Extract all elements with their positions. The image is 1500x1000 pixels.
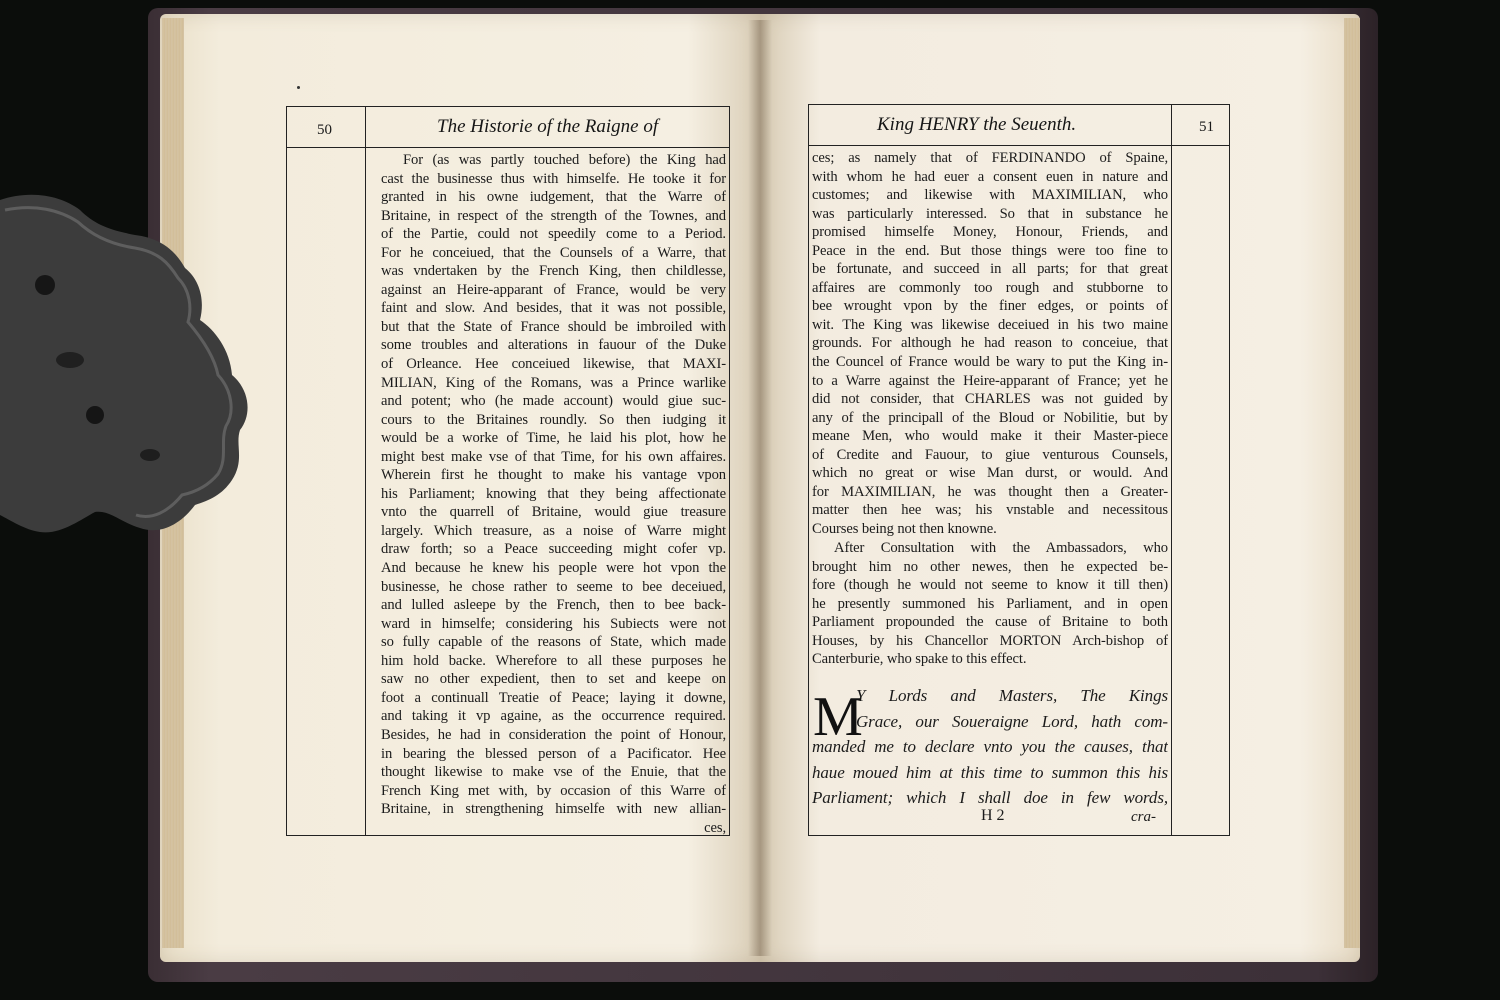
text-line: ces; as namely that of FERDINANDO of Spaine, [812,150,1168,166]
text-line: of the Partie, could not speedily come to a Period. [381,226,726,243]
right-paragraph-2 [812,539,1168,669]
book-gutter [748,20,772,956]
left-text-frame [286,106,730,836]
right-header-rule [809,145,1229,146]
text-line: Canterburie, who spake to this effect. [812,651,1027,668]
text-line: cours to the Britaines roundly. So then iudging it [381,411,726,428]
text-line: Parliament propounded the cause of Britaine to both [812,614,1168,631]
text-line: vnto the quarrell of Britaine, would giue treasure [381,504,726,521]
text-line: And because he knew his people were hot vpon the [381,560,726,577]
text-line: Britaine, in respect of the strength of the Townes, and [381,207,726,224]
text-line: and potent; who (he made account) would giue suc- [381,393,726,410]
text-line: but that the State of France should be imbroiled with [381,318,726,335]
text-line: draw forth; so a Peace succeeding might cofer vp. [381,541,726,558]
left-catchword: ces, [704,819,726,836]
text-line: For (as was partly touched before) the King had [403,152,726,168]
text-line: businesse, he chose rather to seeme to bee deceiued, [381,578,726,595]
text-line: Courses being not then knowne. [812,520,997,537]
speech-dropcap: M [813,686,863,748]
text-line: and taking it vp againe, as the occurrence required. [381,708,726,725]
text-line: promised himselfe Money, Honour, Friends, and [812,224,1168,241]
text-line: saw no other expedient, then to set and keepe on [381,671,726,688]
text-line: MILIAN, King of the Romans, was a Prince warlike [381,374,726,391]
text-line: of Credite and Fauour, to giue venturous Counsels, [812,446,1168,463]
text-line: might best make vse of that Time, for his own affaires. [381,448,726,465]
right-page-number: 51 [1199,119,1214,135]
speech-line: haue moued him at this time to summon this his [812,762,1168,782]
text-line: French King met with, by occasion of this Warre of [381,782,726,799]
text-line: would be a worke of Time, he laid his plot, how he [381,430,726,447]
text-line: thought likewise to make vse of the Enuie, that the [381,764,726,781]
text-line: for MAXIMILIAN, he was thought then a Greater- [812,483,1168,500]
text-line: be fortunate, and succeed in all parts; for that great [812,261,1168,278]
text-line: was vndertaken by the French King, then childlesse, [381,263,726,280]
text-line: affaires are commonly too rough and stubborne to [812,279,1168,296]
text-line: with whom he had euer a consent euen in nature and [812,168,1168,185]
signature-mark: H 2 [981,807,1005,824]
speech-text [812,683,1168,811]
text-line: which no great or wise Man durst, or would. And [812,465,1168,482]
text-line: was particularly interessed. So that in substance he [812,205,1168,222]
text-line: Peace in the end. But those things were too fine to [812,242,1168,259]
text-line: him hold backe. Wherefore to all these purposes he [381,652,726,669]
text-line: cast the businesse thus with himselfe. He tooke it for [381,170,726,187]
text-line: and lulled asleepe by the French, then to bee back- [381,597,726,614]
left-body-text [381,151,726,837]
text-line: of Orleance. Hee conceiued likewise, that MAXI- [381,356,726,373]
right-catchword: cra- [1131,809,1156,825]
right-margin-rule [1171,105,1172,835]
metal-clasp-icon [0,190,250,545]
left-running-head: The Historie of the Raigne of [437,116,659,137]
text-line: to a Warre against the Heire-apparant of France; yet he [812,372,1168,389]
right-text-frame [808,104,1230,836]
right-running-head: King HENRY the Seuenth. [877,114,1077,135]
text-line: his Parliament; knowing that they being affectionate [381,485,726,502]
text-line: After Consultation with the Ambassadors, who [834,540,1168,556]
text-line: faint and slow. And besides, that it was not possible, [381,300,726,317]
right-page-edges [1344,18,1360,948]
text-line: any of the principall of the Bloud or Nobilitie, but by [812,409,1168,426]
left-margin-rule [365,107,366,835]
text-line: foot a continuall Treatie of Peace; laying it downe, [381,689,726,706]
text-line: against an Heire-apparant of France, would be very [381,281,726,298]
text-line: some troubles and alterations in fauour of the Duke [381,337,726,354]
speech-line: Grace, our Soueraigne Lord, hath com- [856,711,1168,731]
text-line: wit. The King was likewise deceiued in his two maine [812,316,1168,333]
speech-line: manded me to declare vnto you the causes, that [812,737,1168,756]
text-line: so fully capable of the reasons of State, which made [381,634,726,651]
text-line: For he conceiued, that the Counsels of a Warre, that [381,244,726,261]
speech-line: Y Lords and Masters, The Kings [856,686,1168,705]
text-line: grounds. For although he had reason to conceiue, that [812,335,1168,352]
text-line: the Councel of France would be wary to put the King in- [812,354,1168,371]
left-header-rule [287,147,729,148]
text-line: he presently summoned his Parliament, and in open [812,595,1168,612]
text-line: matter then hee was; his vnstable and necessitous [812,502,1168,519]
text-line: brought him no other newes, then he expected be- [812,558,1168,575]
text-line: fore (though he would not seeme to know it till then) [812,577,1168,594]
text-line: did not consider, that CHARLES was not guided by [812,391,1168,408]
left-page-number: 50 [317,122,332,138]
text-line: granted in his owne iudgement, that the Warre of [381,189,726,206]
text-line: ward in himselfe; considering his Subiects were not [381,615,726,632]
ink-mark [297,86,300,89]
text-line: Britaine, in strengthening himselfe with new allian- [381,801,726,818]
speech-line: Parliament; which I shall doe in few words, [812,788,1168,807]
text-line: in bearing the blessed person of a Pacificator. Hee [381,745,726,762]
text-line: largely. Which treasure, as a noise of Warre might [381,522,726,539]
right-body-text [812,149,1168,538]
text-line: customes; and likewise with MAXIMILIAN, who [812,187,1168,204]
text-line: Wherein first he thought to make his vantage vpon [381,467,726,484]
text-line: bee wrought vpon by the finer edges, or points of [812,298,1168,315]
text-line: Houses, by his Chancellor MORTON Arch-bishop of [812,632,1168,649]
text-line: meane Men, who would make it their Master-piece [812,428,1168,445]
text-line: Besides, he had in consideration the point of Honour, [381,726,726,743]
